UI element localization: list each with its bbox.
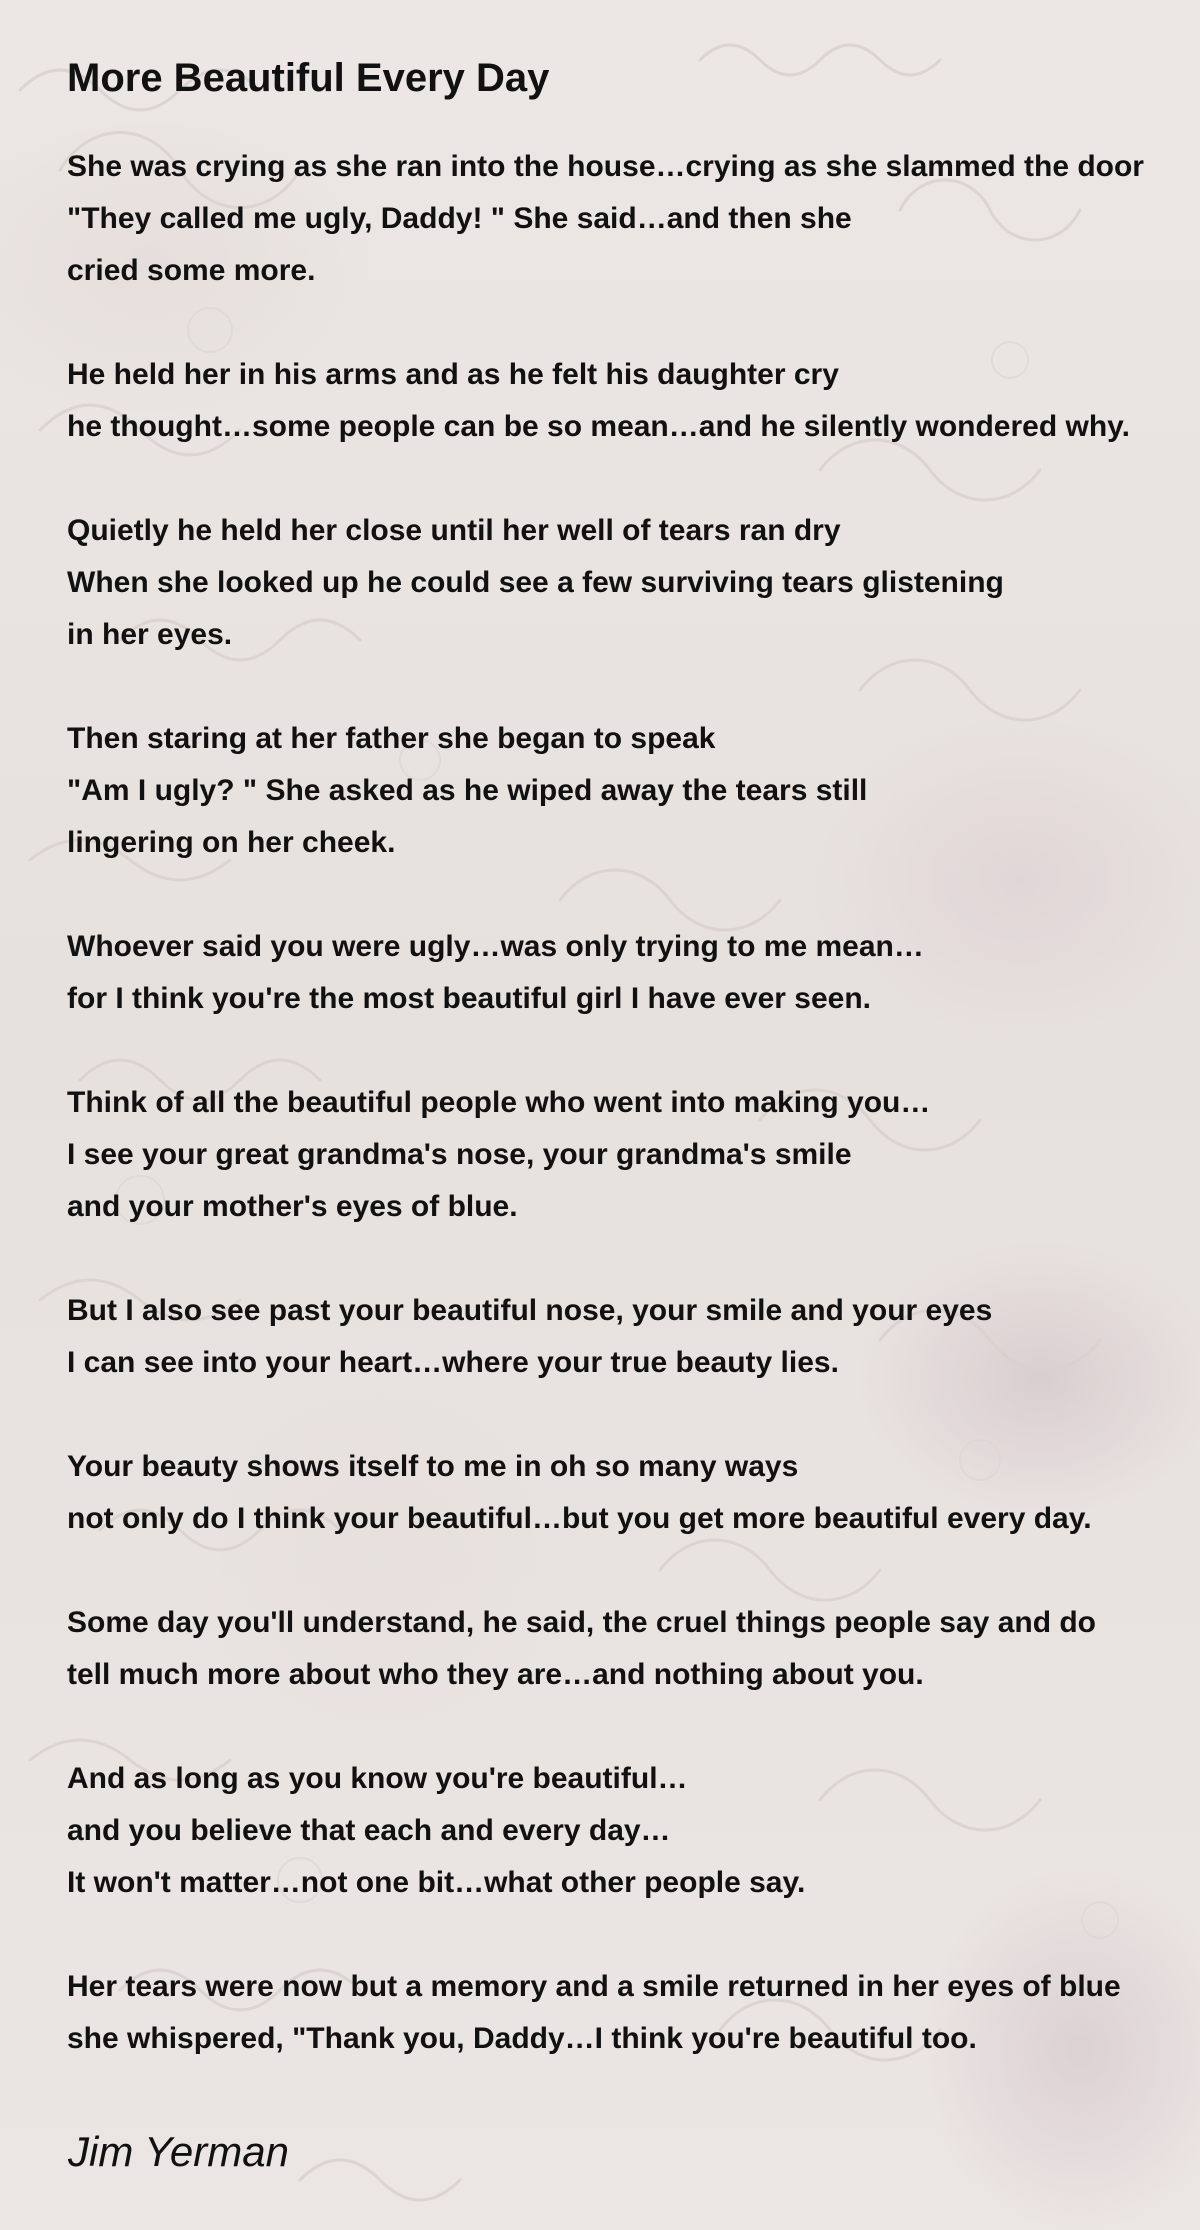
poem-line: Your beauty shows itself to me in oh so many ways	[67, 1450, 799, 1483]
poem-line: He held her in his arms and as he felt his daughter cry	[67, 358, 839, 391]
poem-line: she whispered, "Thank you, Daddy…I think you're beautiful too.	[67, 2022, 977, 2055]
poem-line: She was crying as she ran into the house…crying as she slammed the door	[67, 150, 1144, 183]
poem-line: When she looked up he could see a few surviving tears glistening	[67, 566, 1004, 599]
poem-line: Quietly he held her close until her well of tears ran dry	[67, 514, 841, 547]
poem-stanza	[67, 1077, 1200, 1233]
poem-stanza	[67, 1961, 1200, 2065]
poem-line: But I also see past your beautiful nose, your smile and your eyes	[67, 1294, 993, 1327]
poem-line: and your mother's eyes of blue.	[67, 1190, 518, 1223]
poem-line: lingering on her cheek.	[67, 826, 396, 859]
poem-line: Whoever said you were ugly…was only trying to me mean…	[67, 930, 924, 963]
poem-line: "Am I ugly? " She asked as he wiped away the tears still	[67, 774, 868, 807]
poem-line: It won't matter…not one bit…what other people say.	[67, 1866, 806, 1899]
poem-line: And as long as you know you're beautiful…	[67, 1762, 688, 1795]
poem-line: "They called me ugly, Daddy! " She said…and then she	[67, 202, 852, 235]
poem-stanza	[67, 1285, 1200, 1389]
poem-stanza	[67, 713, 1200, 869]
poem-stanza	[67, 1753, 1200, 1909]
poem-line: in her eyes.	[67, 618, 233, 651]
poem-line: Some day you'll understand, he said, the cruel things people say and do	[67, 1606, 1097, 1639]
poem-line: I can see into your heart…where your true beauty lies.	[67, 1346, 839, 1379]
poem-line: for I think you're the most beautiful girl I have ever seen.	[67, 982, 871, 1015]
poem-stanza	[67, 921, 1200, 1025]
poem-author: Jim Yerman	[68, 2128, 289, 2175]
poem-line: and you believe that each and every day…	[67, 1814, 671, 1847]
poem-line: Then staring at her father she began to speak	[67, 722, 716, 755]
poem-stanza	[67, 141, 1200, 297]
poem-body	[67, 141, 1200, 2065]
poem-title: More Beautiful Every Day	[67, 56, 550, 100]
poem-line: Think of all the beautiful people who went into making you…	[67, 1086, 931, 1119]
poem-line: not only do I think your beautiful…but you get more beautiful every day.	[67, 1502, 1092, 1535]
poem-stanza	[67, 505, 1200, 661]
poem-container	[67, 48, 1200, 2117]
poem-stanza	[67, 1441, 1200, 1545]
poem-stanza	[67, 349, 1200, 453]
poem-line: Her tears were now but a memory and a smile returned in her eyes of blue	[67, 1970, 1121, 2003]
poem-line: tell much more about who they are…and nothing about you.	[67, 1658, 924, 1691]
poem-line: he thought…some people can be so mean…and he silently wondered why.	[67, 410, 1130, 443]
poem-line: I see your great grandma's nose, your grandma's smile	[67, 1138, 852, 1171]
poem-line: cried some more.	[67, 254, 316, 287]
poem-stanza	[67, 1597, 1200, 1701]
